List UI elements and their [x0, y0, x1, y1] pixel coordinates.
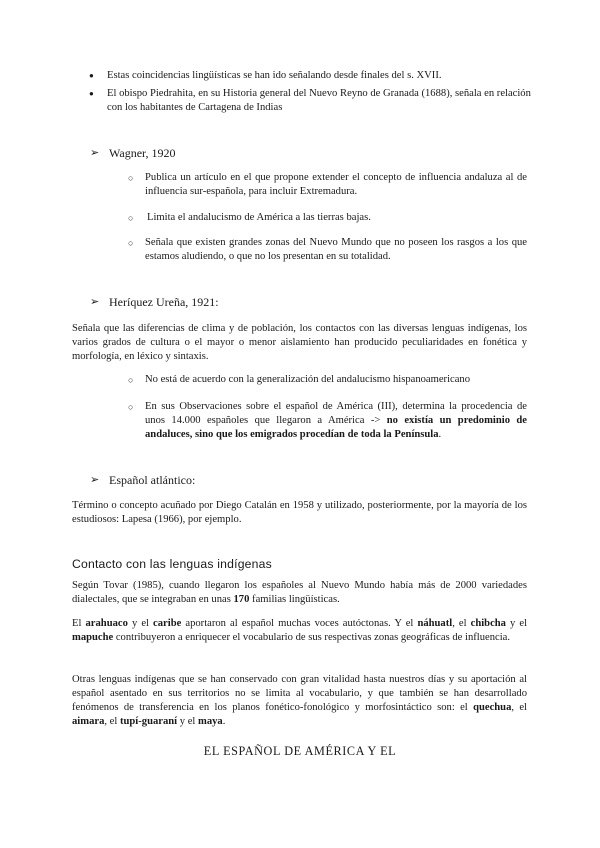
page-title: EL ESPAÑOL DE AMÉRICA Y EL	[203, 744, 397, 758]
paragraph: Según Tovar (1985), cuando llegaron los españoles al Nuevo Mundo había más de 2000 variedades dialectales, que se integraban en unas 170 familias lingüísticas.	[72, 580, 527, 605]
circle-bullet-icon: ○	[128, 173, 134, 183]
arrow-bullet-icon: ➢	[90, 296, 100, 308]
section-heading-atlantico: ➢ Español atlántico:	[90, 473, 196, 487]
section-heading-henriquez: ➢ Heríquez Ureña, 1921:	[90, 295, 219, 309]
paragraph: Señala que las diferencias de clima y de población, los contactos con las diversas lenguas indígenas, los varios grados de cultura o el mayor o menor aislamiento han producido peculiaridades en fonética y morfología, en léxico y sintaxis.	[72, 323, 527, 362]
list-item: ○ Publica un artículo en el que propone extender el concepto de influencia andaluza al de influencia sur-española, para incluir Extremadura.	[128, 172, 527, 197]
circle-bullet-icon: ○	[128, 238, 134, 248]
paragraph: El arahuaco y el caribe aportaron al español muchas voces autóctonas. Y el náhuatl, el chibcha y el mapuche contribuyeron a enriquecer el vocabulario de sus respectivas zonas geográficas de influencia.	[72, 618, 528, 643]
paragraph: Término o concepto acuñado por Diego Catalán en 1958 y utilizado, posteriormente, por la mayoría de los estudiosos: Lapesa (1966), por ejemplo.	[72, 500, 527, 525]
list-item: ● El obispo Piedrahita, en su Historia general del Nuevo Reyno de Granada (1688), señala en relación con los habitantes de Cartagena de Indias	[89, 88, 531, 113]
arrow-bullet-icon: ➢	[90, 147, 100, 159]
section-title: Contacto con las lenguas indígenas	[72, 557, 272, 571]
list-item: ○ No está de acuerdo con la generalización del andalucismo hispanoamericano	[128, 374, 471, 385]
list-item: ● Estas coincidencias lingüísticas se han ido señalando desde finales del s. XVII.	[89, 70, 442, 81]
circle-bullet-icon: ○	[128, 213, 134, 223]
circle-bullet-icon: ○	[128, 402, 134, 412]
list-item: ○ Señala que existen grandes zonas del Nuevo Mundo que no poseen los rasgos a los que estamos aludiendo, o que no los presentan en su totalidad.	[128, 237, 527, 262]
bullet-icon: ●	[89, 71, 94, 80]
list-item: ○ En sus Observaciones sobre el español de América (III), determina la procedencia de unos 14.000 españoles que llegaron a América -> no existía un predominio de andaluces, sino que los emigrados procedían de toda la Península.	[128, 401, 527, 440]
paragraph: Otras lenguas indígenas que se han conservado con gran vitalidad hasta nuestros días y su aportación al español asentado en sus territorios no se limita al vocabulario, y que también se han desarrollado fenómenos de transferencia en los planos fonético-fonológico y morfosintáctico son: el quechua, el aimara, el tupí-guaraní y el maya.	[72, 674, 528, 727]
section-heading-wagner: ➢ Wagner, 1920	[90, 146, 176, 160]
circle-bullet-icon: ○	[128, 375, 134, 385]
bullet-icon: ●	[89, 89, 94, 98]
arrow-bullet-icon: ➢	[90, 474, 100, 486]
list-item: ○ Limita el andalucismo de América a las tierras bajas.	[128, 212, 371, 223]
